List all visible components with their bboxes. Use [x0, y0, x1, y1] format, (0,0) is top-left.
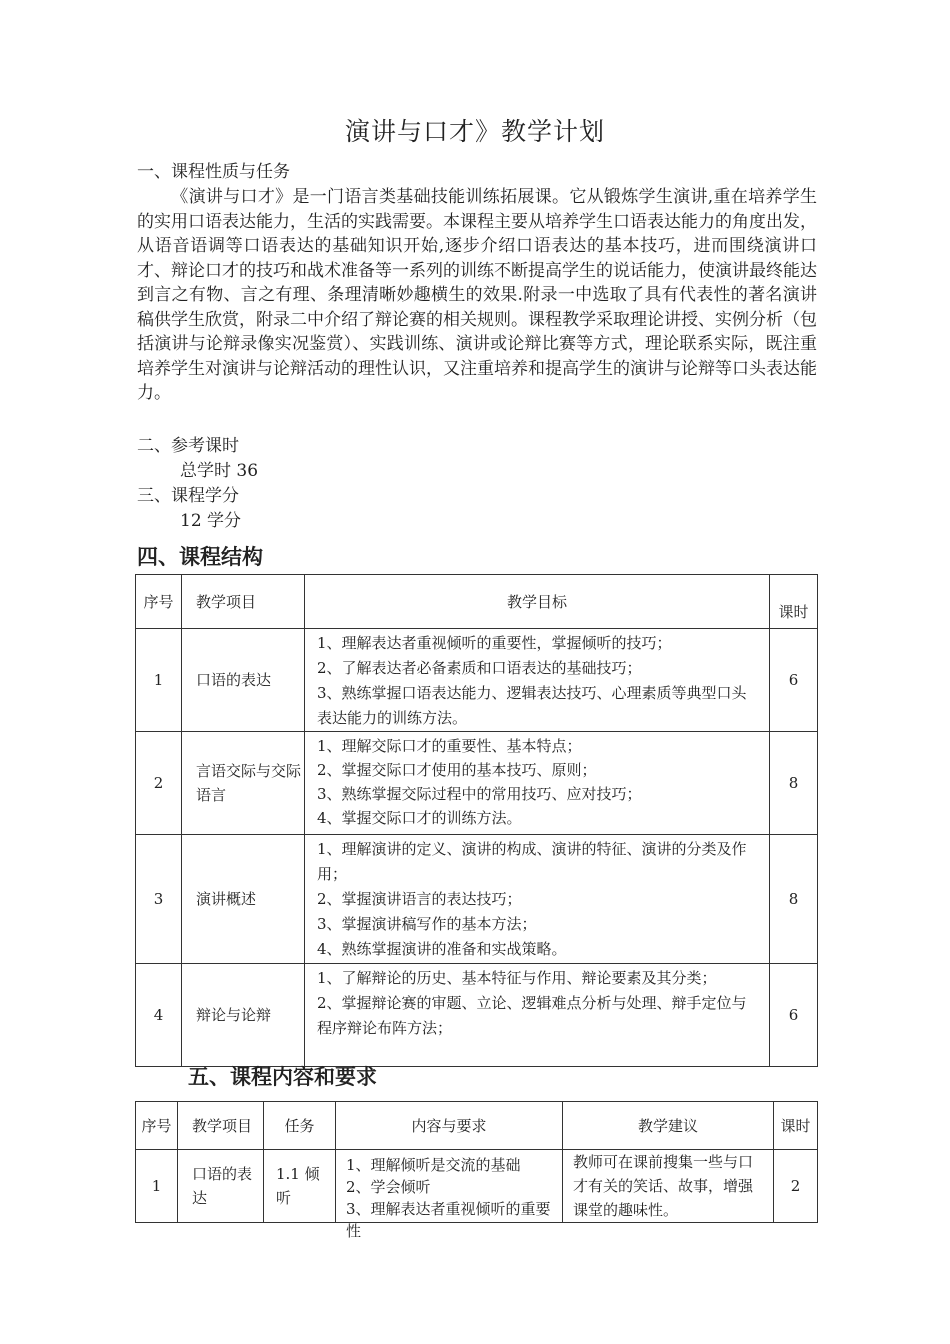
header-hours: 课时 — [774, 1102, 818, 1150]
course-content-table — [135, 1101, 818, 1240]
row-no: 2 — [136, 732, 182, 835]
table-row — [136, 732, 818, 835]
goal-line: 1、了解辩论的历史、基本特征与作用、辩论要素及其分类； — [317, 969, 717, 987]
goal-line: 2、掌握交际口才使用的基本技巧、原则； — [317, 761, 597, 779]
goal-line: 1、理解表达者重视倾听的重要性，掌握倾听的技巧； — [317, 634, 672, 652]
section-2-heading: 二、参考课时 — [137, 436, 239, 456]
row-task: 1.1 倾听 — [264, 1150, 336, 1223]
row-no: 1 — [136, 629, 182, 732]
table-row — [136, 629, 818, 732]
header-no: 序号 — [136, 575, 182, 629]
goal-line: 1、理解演讲的定义、演讲的构成、演讲的特征、演讲的分类及作用； — [317, 840, 747, 883]
req-line: 1、理解倾听是交流的基础 — [346, 1156, 521, 1174]
row-hours: 6 — [770, 964, 818, 1067]
goal-line: 2、掌握演讲语言的表达技巧； — [317, 890, 522, 908]
document-title: 演讲与口才》教学计划 — [344, 117, 605, 146]
row-goals — [305, 964, 770, 1067]
goal-line: 4、熟练掌握演讲的准备和实战策略。 — [317, 940, 567, 958]
row-no: 4 — [136, 964, 182, 1067]
header-goal: 教学目标 — [305, 575, 770, 629]
row-no: 3 — [136, 835, 182, 964]
section-4-heading: 四、课程结构 — [137, 545, 263, 569]
goal-line: 2、了解表达者必备素质和口语表达的基础技巧； — [317, 659, 642, 677]
row-item: 演讲概述 — [182, 835, 305, 964]
table-header-row — [136, 1102, 818, 1150]
row-hours: 8 — [770, 835, 818, 964]
header-item: 教学项目 — [178, 1102, 264, 1150]
header-task: 任务 — [264, 1102, 336, 1150]
row-advice: 教师可在课前搜集一些与口才有关的笑话、故事，增强课堂的趣味性。 — [563, 1150, 774, 1223]
section-3-body: 12 学分 — [180, 511, 242, 531]
table-row — [136, 964, 818, 1067]
req-line: 3、理解表达者重视倾听的重要性 — [346, 1200, 551, 1240]
header-hours: 课时 — [770, 575, 818, 629]
row-item: 言语交际与交际语言 — [182, 732, 305, 835]
course-structure-table — [135, 574, 818, 1067]
table-header-row — [136, 575, 818, 629]
header-advice: 教学建议 — [563, 1102, 774, 1150]
row-req — [336, 1150, 563, 1240]
row-hours: 2 — [774, 1150, 818, 1223]
goal-line: 3、掌握演讲稿写作的基本方法； — [317, 915, 537, 933]
header-item: 教学项目 — [182, 575, 305, 629]
row-hours: 8 — [770, 732, 818, 835]
row-no: 1 — [136, 1150, 178, 1223]
goal-line: 3、熟练掌握口语表达能力、逻辑表达技巧、心理素质等典型口头表达能力的训练方法。 — [317, 684, 747, 727]
table-row — [136, 1150, 818, 1223]
req-line: 2、学会倾听 — [346, 1178, 431, 1196]
goal-line: 1、理解交际口才的重要性、基本特点； — [317, 737, 582, 755]
table-row — [136, 835, 818, 964]
header-req: 内容与要求 — [336, 1102, 563, 1150]
row-item: 口语的表达 — [182, 629, 305, 732]
header-no: 序号 — [136, 1102, 178, 1150]
section-1-heading: 一、课程性质与任务 — [137, 162, 290, 182]
section-2-body: 总学时 36 — [180, 461, 259, 481]
goal-line: 3、熟练掌握交际过程中的常用技巧、应对技巧； — [317, 785, 642, 803]
row-hours: 6 — [770, 629, 818, 732]
section-5-heading: 五、课程内容和要求 — [188, 1065, 377, 1089]
row-item: 辩论与论辩 — [182, 964, 305, 1067]
goal-line: 4、掌握交际口才的训练方法。 — [317, 809, 522, 827]
row-item: 口语的表达 — [178, 1150, 264, 1223]
section-1-body — [137, 185, 817, 406]
row-goals — [305, 629, 770, 732]
row-goals — [305, 835, 770, 964]
section-1-text: 《演讲与口才》是一门语言类基础技能训练拓展课。它从锻炼学生演讲,重在培养学生的实用口语表达能力，生活的实践需要。本课程主要从培养学生口语表达能力的角度出发，从语音语调等口语表达的基础知识开始,逐步介绍口语表达的基本技巧，进而围绕演讲口才、辩论口才的技巧和战术准备等一系列的训练不断提高学生的说话能力，使演讲最终能达到言之有物、言之有理、条理清晰妙趣横生的效果.附录一中选取了具有代表性的著名演讲稿供学生欣赏，附录二中介绍了辩论赛的相关规则。课程教学采取理论讲授、实例分析（包括演讲与论辩录像实况鉴赏）、实践训练、演讲或论辩比赛等方式，理论联系实际，既注重培养学生对演讲与论辩活动的理性认识，又注重培养和提高学生的演讲与论辩等口头表达能力。 — [137, 187, 817, 403]
goal-line: 2、掌握辩论赛的审题、立论、逻辑难点分析与处理、辩手定位与程序辩论布阵方法； — [317, 994, 747, 1037]
section-3-heading: 三、课程学分 — [137, 486, 239, 506]
row-goals — [305, 732, 770, 835]
